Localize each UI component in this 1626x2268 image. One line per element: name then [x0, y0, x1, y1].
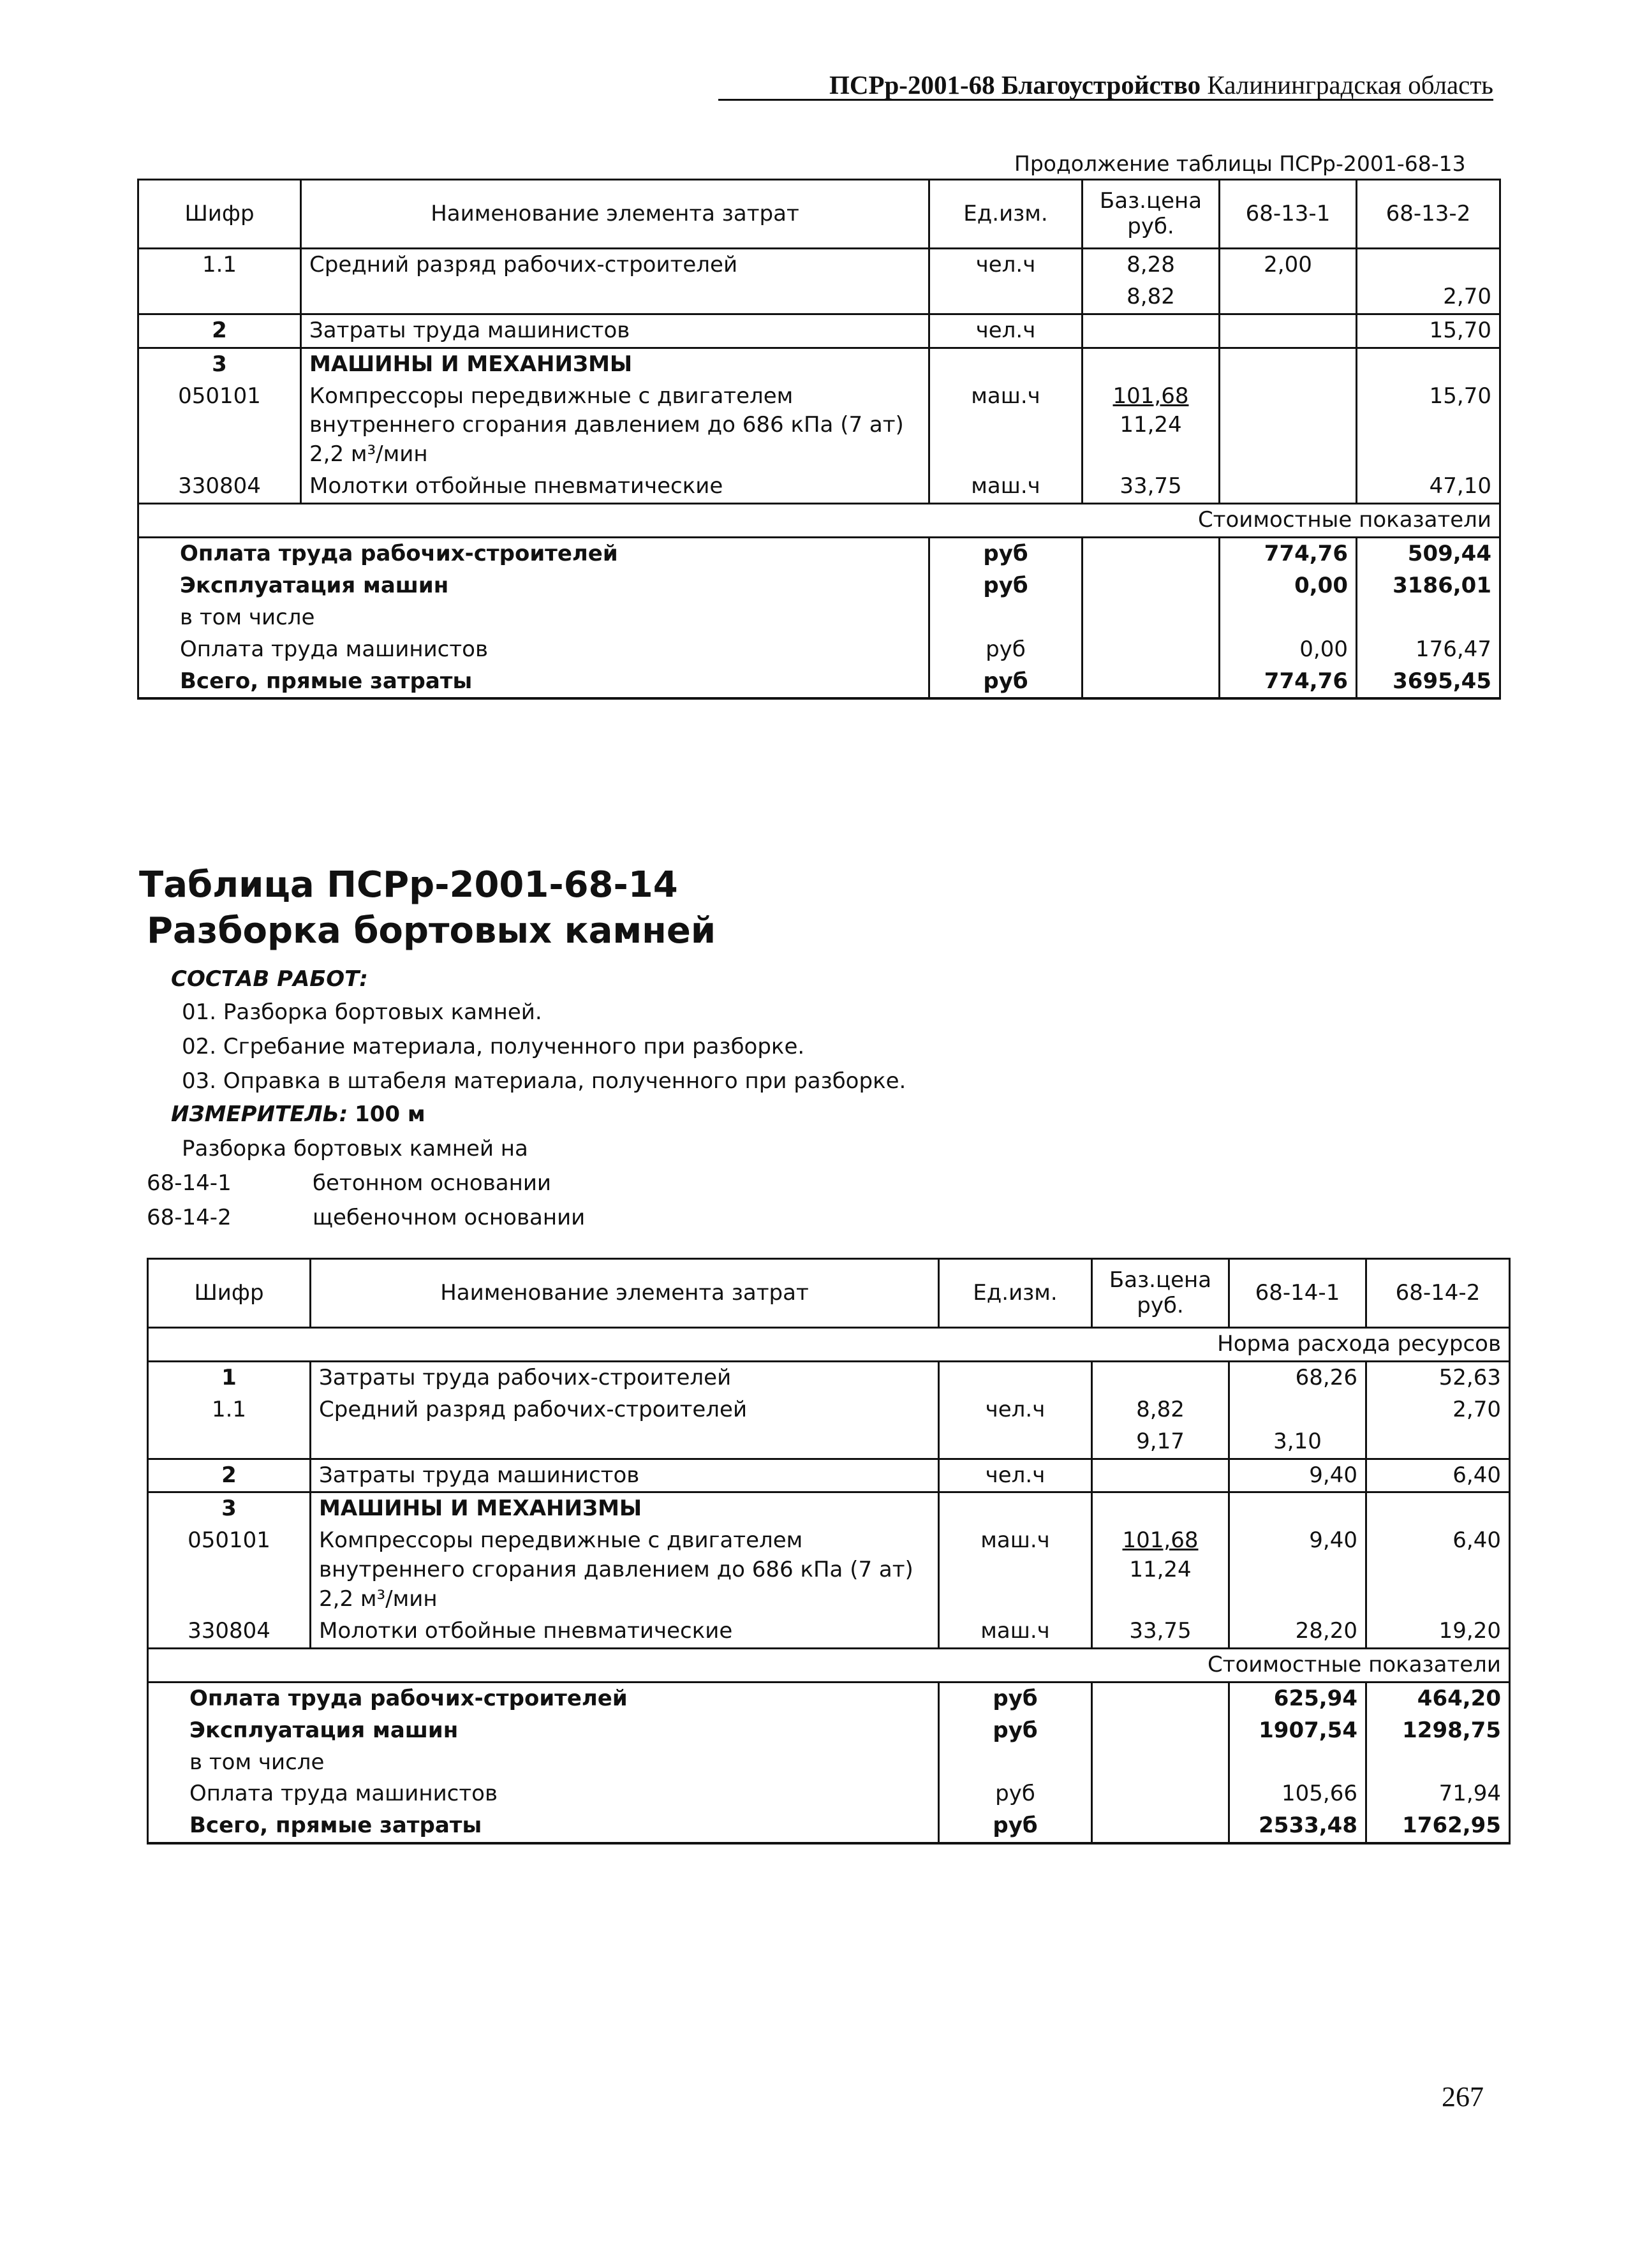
row-name: Затраты труда рабочих-строителей [311, 1361, 939, 1394]
cost-unit: руб [929, 570, 1083, 602]
row-price [1092, 1361, 1229, 1394]
header-col2: 68-13-2 [1357, 180, 1500, 249]
row-name: Затраты труда машинистов [301, 314, 929, 348]
row-value-2: 6,40 [1366, 1525, 1510, 1616]
section-label: Норма расхода ресурсов [148, 1328, 1510, 1362]
row-unit: маш.ч [929, 381, 1083, 471]
cost-unit [939, 1747, 1092, 1779]
row-unit: маш.ч [939, 1525, 1092, 1616]
row-price: 8,82 [1092, 1394, 1229, 1426]
cost-value-1: 0,00 [1220, 570, 1357, 602]
row-value-2: 19,20 [1366, 1616, 1510, 1648]
header-unit: Ед.изм. [929, 180, 1083, 249]
cost-value-2: 509,44 [1357, 538, 1500, 570]
row-value-2 [1357, 348, 1500, 380]
table-row [148, 1459, 1510, 1492]
header-name: Наименование элемента затрат [311, 1259, 939, 1328]
row-price: 8,28 [1083, 249, 1220, 281]
row-value-1 [1220, 281, 1357, 314]
header-col1: 68-13-1 [1220, 180, 1357, 249]
cost-name: Всего, прямые затраты [148, 1810, 939, 1843]
section-label: Стоимостные показатели [148, 1648, 1510, 1682]
table-row [138, 471, 1500, 503]
cost-value-2 [1357, 602, 1500, 634]
page-number: 267 [1442, 2081, 1484, 2112]
row-value-2 [1366, 1426, 1510, 1459]
section-row [148, 1328, 1510, 1362]
cost-value-2: 1762,95 [1366, 1810, 1510, 1843]
cost-value-2: 464,20 [1366, 1682, 1510, 1714]
cost-value-2: 3186,01 [1357, 570, 1500, 602]
row-price [1083, 381, 1220, 471]
table-row [148, 1616, 1510, 1648]
header-code: ПСРр-2001-68 Благоустройство [829, 70, 1201, 99]
row-unit: чел.ч [929, 249, 1083, 281]
cost-row [148, 1747, 1510, 1779]
row-unit [929, 281, 1083, 314]
price-numerator: 101,68 [1122, 1528, 1199, 1554]
row-name: МАШИНЫ И МЕХАНИЗМЫ [301, 348, 929, 380]
row-code: 1.1 [138, 249, 301, 281]
cost-name: Оплата труда рабочих-строителей [148, 1682, 939, 1714]
table-title: Таблица ПСРр-2001-68-14 [139, 864, 678, 906]
meter-label: ИЗМЕРИТЕЛЬ: [171, 1101, 348, 1127]
row-unit [939, 1426, 1092, 1459]
row-price: 8,82 [1083, 281, 1220, 314]
row-name: Молотки отбойные пневматические [311, 1616, 939, 1648]
cost-name: Всего, прямые затраты [138, 666, 929, 699]
cost-unit: руб [939, 1715, 1092, 1747]
table-row [148, 1426, 1510, 1459]
cost-name: Оплата труда рабочих-строителей [138, 538, 929, 570]
row-code: 3 [148, 1492, 311, 1525]
cost-row [138, 570, 1500, 602]
section-label: Стоимостные показатели [138, 504, 1500, 538]
row-value-2: 52,63 [1366, 1361, 1510, 1394]
table-row [148, 1361, 1510, 1394]
table-row [148, 1394, 1510, 1426]
cost-value-2: 71,94 [1366, 1778, 1510, 1810]
cost-name: Оплата труда машинистов [138, 634, 929, 666]
row-value-1: 3,10 [1229, 1426, 1366, 1459]
row-price: 33,75 [1092, 1616, 1229, 1648]
row-value-2: 15,70 [1357, 314, 1500, 348]
header-price: Баз.цена руб. [1092, 1259, 1229, 1328]
row-name: Компрессоры передвижные с двигателем внутреннего сгорания давлением до 686 кПа (7 ат) 2,2 м³/мин [301, 381, 929, 471]
cost-empty [1083, 602, 1220, 634]
header-col2: 68-14-2 [1366, 1259, 1510, 1328]
cost-unit: руб [929, 538, 1083, 570]
cost-name: в том числе [148, 1747, 939, 1779]
row-unit: чел.ч [939, 1459, 1092, 1492]
variant-text: бетонном основании [313, 1170, 552, 1196]
cost-value-1: 2533,48 [1229, 1810, 1366, 1843]
cost-empty [1083, 666, 1220, 699]
row-name [311, 1426, 939, 1459]
row-price: 9,17 [1092, 1426, 1229, 1459]
cost-unit: руб [929, 634, 1083, 666]
cost-empty [1092, 1715, 1229, 1747]
cost-unit: руб [939, 1778, 1092, 1810]
row-name: Средний разряд рабочих-строителей [301, 249, 929, 281]
variant-code: 68-14-2 [147, 1205, 232, 1230]
work-item: 02. Сгребание материала, полученного при разборке. [182, 1034, 805, 1059]
table-row [138, 249, 1500, 281]
row-price [1083, 348, 1220, 380]
row-price: 33,75 [1083, 471, 1220, 503]
table-row [138, 281, 1500, 314]
cost-empty [1092, 1747, 1229, 1779]
row-code: 1.1 [148, 1394, 311, 1426]
row-value-2: 15,70 [1357, 381, 1500, 471]
cost-unit: руб [939, 1682, 1092, 1714]
row-name [301, 281, 929, 314]
section-row [148, 1648, 1510, 1682]
cost-row [138, 538, 1500, 570]
cost-value-1: 105,66 [1229, 1778, 1366, 1810]
row-unit [939, 1492, 1092, 1525]
header-col1: 68-14-1 [1229, 1259, 1366, 1328]
cost-name: Эксплуатация машин [138, 570, 929, 602]
header-name: Наименование элемента затрат [301, 180, 929, 249]
row-unit: маш.ч [939, 1616, 1092, 1648]
price-numerator: 101,68 [1112, 383, 1189, 409]
table-subtitle: Разборка бортовых камней [147, 910, 716, 952]
cost-unit [929, 602, 1083, 634]
row-unit [929, 348, 1083, 380]
cost-value-1 [1220, 602, 1357, 634]
cost-name: Эксплуатация машин [148, 1715, 939, 1747]
row-value-2 [1357, 249, 1500, 281]
row-value-1 [1229, 1492, 1366, 1525]
table-row [138, 314, 1500, 348]
cost-value-1: 1907,54 [1229, 1715, 1366, 1747]
row-name: Затраты труда машинистов [311, 1459, 939, 1492]
row-name: Молотки отбойные пневматические [301, 471, 929, 503]
variant-code: 68-14-1 [147, 1170, 232, 1196]
cost-row [148, 1715, 1510, 1747]
cost-empty [1092, 1682, 1229, 1714]
price-denominator: 11,24 [1120, 412, 1182, 438]
row-name: Компрессоры передвижные с двигателем внутреннего сгорания давлением до 686 кПа (7 ат) 2,2 м³/мин [311, 1525, 939, 1616]
cost-value-2: 176,47 [1357, 634, 1500, 666]
row-price [1092, 1492, 1229, 1525]
table-row [138, 381, 1500, 471]
table1-caption: Продолжение таблицы ПСРр-2001-68-13 [1014, 151, 1466, 176]
cost-unit: руб [929, 666, 1083, 699]
row-code: 330804 [148, 1616, 311, 1648]
cost-row [148, 1810, 1510, 1843]
cost-row [138, 666, 1500, 699]
row-price [1092, 1459, 1229, 1492]
meter-line [171, 1103, 425, 1125]
section-row [138, 504, 1500, 538]
header-unit: Ед.изм. [939, 1259, 1092, 1328]
row-value-2: 2,70 [1366, 1394, 1510, 1426]
cost-name: в том числе [138, 602, 929, 634]
row-value-1: 68,26 [1229, 1361, 1366, 1394]
table-68-14 [147, 1258, 1511, 1845]
cost-value-1: 0,00 [1220, 634, 1357, 666]
row-price [1083, 314, 1220, 348]
row-value-1 [1229, 1394, 1366, 1426]
cost-name: Оплата труда машинистов [148, 1778, 939, 1810]
cost-value-1: 774,76 [1220, 538, 1357, 570]
work-item: 03. Оправка в штабеля материала, полученного при разборке. [182, 1068, 906, 1094]
row-value-2: 6,40 [1366, 1459, 1510, 1492]
cost-unit: руб [939, 1810, 1092, 1843]
row-unit: чел.ч [929, 314, 1083, 348]
table-68-13 [137, 179, 1501, 700]
row-name: Средний разряд рабочих-строителей [311, 1394, 939, 1426]
header-code: Шифр [138, 180, 301, 249]
row-unit: чел.ч [939, 1394, 1092, 1426]
row-value-1 [1220, 314, 1357, 348]
cost-value-2 [1366, 1747, 1510, 1779]
row-value-2: 47,10 [1357, 471, 1500, 503]
cost-row [148, 1682, 1510, 1714]
cost-empty [1083, 538, 1220, 570]
running-header [718, 71, 1493, 101]
cost-value-1 [1229, 1747, 1366, 1779]
table-row [138, 348, 1500, 380]
table-row [148, 1525, 1510, 1616]
header-region: Калининградская область [1207, 70, 1493, 99]
cost-row [148, 1778, 1510, 1810]
row-code: 050101 [138, 381, 301, 471]
cost-value-2: 3695,45 [1357, 666, 1500, 699]
cost-value-1: 625,94 [1229, 1682, 1366, 1714]
cost-row [138, 634, 1500, 666]
row-price [1092, 1525, 1229, 1616]
row-value-1 [1220, 471, 1357, 503]
row-value-2 [1366, 1492, 1510, 1525]
row-name: МАШИНЫ И МЕХАНИЗМЫ [311, 1492, 939, 1525]
row-value-1: 2,00 [1220, 249, 1357, 281]
row-value-1: 9,40 [1229, 1459, 1366, 1492]
row-code [138, 281, 301, 314]
variant-text: щебеночном основании [313, 1205, 586, 1230]
row-code [148, 1426, 311, 1459]
row-code: 1 [148, 1361, 311, 1394]
row-code: 330804 [138, 471, 301, 503]
subject-line: Разборка бортовых камней на [182, 1136, 528, 1161]
cost-row [138, 602, 1500, 634]
row-code: 3 [138, 348, 301, 380]
row-code: 2 [138, 314, 301, 348]
row-unit [939, 1361, 1092, 1394]
cost-value-1: 774,76 [1220, 666, 1357, 699]
row-unit: маш.ч [929, 471, 1083, 503]
cost-empty [1092, 1778, 1229, 1810]
row-value-1: 28,20 [1229, 1616, 1366, 1648]
meter-value: 100 м [355, 1101, 425, 1127]
row-value-2: 2,70 [1357, 281, 1500, 314]
table-row [148, 1492, 1510, 1525]
cost-value-2: 1298,75 [1366, 1715, 1510, 1747]
cost-empty [1083, 634, 1220, 666]
header-code: Шифр [148, 1259, 311, 1328]
row-value-1: 9,40 [1229, 1525, 1366, 1616]
row-value-1 [1220, 381, 1357, 471]
row-value-1 [1220, 348, 1357, 380]
row-code: 2 [148, 1459, 311, 1492]
cost-empty [1083, 570, 1220, 602]
header-price: Баз.цена руб. [1083, 180, 1220, 249]
row-code: 050101 [148, 1525, 311, 1616]
price-denominator: 11,24 [1129, 1557, 1192, 1583]
cost-empty [1092, 1810, 1229, 1843]
work-item: 01. Разборка бортовых камней. [182, 999, 542, 1025]
works-label: СОСТАВ РАБОТ: [171, 966, 368, 992]
